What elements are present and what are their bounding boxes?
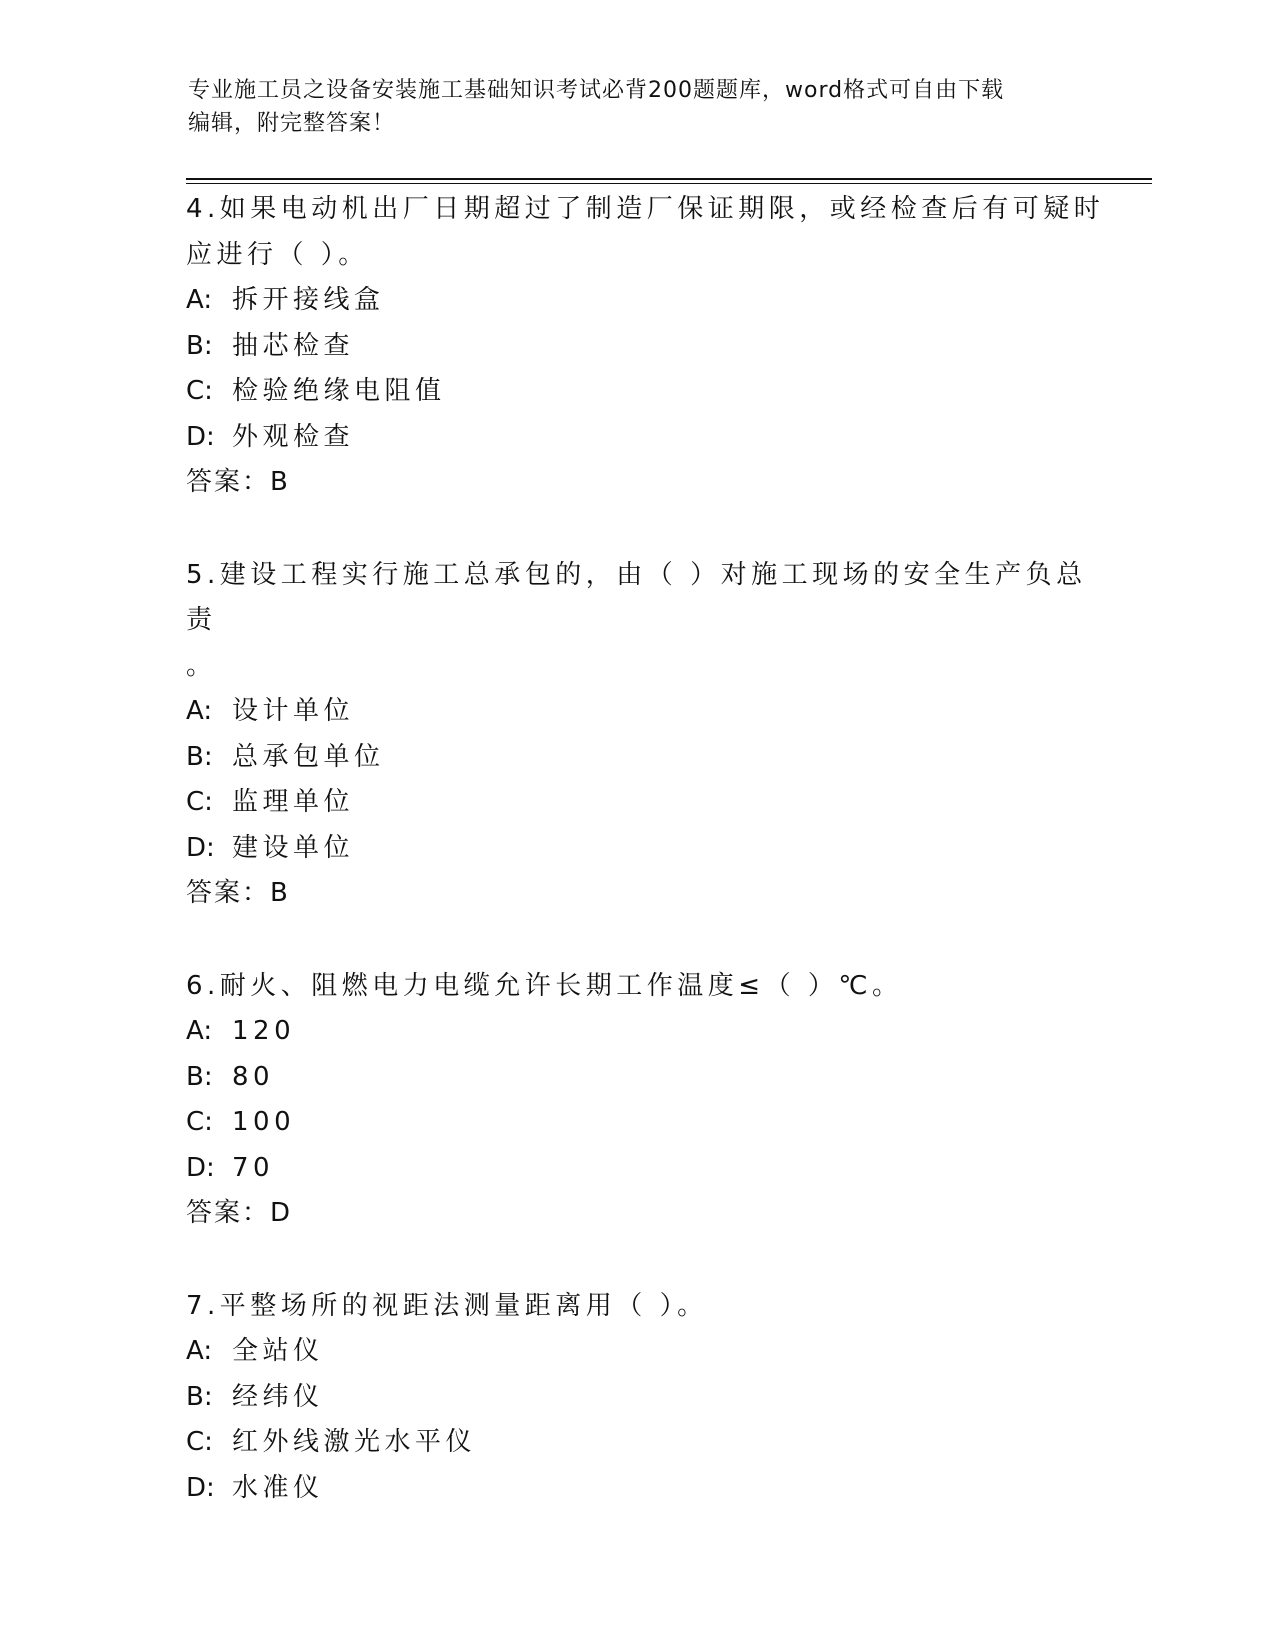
answer-line: 答案：D bbox=[186, 1198, 293, 1228]
option-letter: B: bbox=[186, 741, 213, 772]
question-stem-line: 7.平整场所的视距法测量距离用（ ）。 bbox=[186, 1290, 708, 1321]
option-b bbox=[186, 735, 1106, 781]
option-d bbox=[186, 415, 1106, 461]
option-d bbox=[186, 826, 1106, 872]
option-text: 拆开接线盒 bbox=[232, 285, 385, 315]
option-c bbox=[186, 1420, 1106, 1466]
option-c bbox=[186, 369, 1106, 415]
option-text: 检验绝缘电阻值 bbox=[232, 376, 446, 406]
question-stem-line: 应进行（ ）。 bbox=[186, 239, 369, 270]
option-letter: C: bbox=[186, 787, 213, 817]
option-letter: A: bbox=[186, 285, 213, 315]
option-c bbox=[186, 1100, 1106, 1146]
option-a bbox=[186, 278, 1106, 324]
option-letter: D: bbox=[186, 1152, 215, 1183]
option-letter: A: bbox=[186, 1336, 213, 1366]
question-list bbox=[186, 187, 1106, 1558]
answer-line: 答案：B bbox=[186, 878, 290, 908]
option-text: 全站仪 bbox=[232, 1336, 324, 1366]
option-text: 设计单位 bbox=[232, 696, 355, 726]
option-c bbox=[186, 780, 1106, 826]
question-stem-line: 5.建设工程实行施工总承包的，由（ ）对施工现场的安全生产负总责 bbox=[186, 559, 1087, 635]
option-b bbox=[186, 1375, 1106, 1421]
question-4 bbox=[186, 187, 1106, 506]
option-b bbox=[186, 1055, 1106, 1101]
option-letter: B: bbox=[186, 330, 213, 361]
option-text: 70 bbox=[232, 1152, 275, 1183]
option-text: 外观检查 bbox=[232, 421, 355, 452]
option-a bbox=[186, 689, 1106, 735]
question-7 bbox=[186, 1284, 1106, 1512]
option-text: 经纬仪 bbox=[232, 1381, 324, 1412]
option-letter: D: bbox=[186, 1472, 215, 1503]
option-letter: B: bbox=[186, 1381, 213, 1412]
question-5 bbox=[186, 553, 1106, 917]
option-d bbox=[186, 1146, 1106, 1192]
option-text: 红外线激光水平仪 bbox=[232, 1427, 477, 1457]
document-header bbox=[188, 74, 1088, 140]
option-letter: D: bbox=[186, 421, 215, 452]
question-stem-line: 。 bbox=[186, 650, 217, 681]
question-6 bbox=[186, 964, 1106, 1237]
option-text: 建设单位 bbox=[232, 832, 355, 863]
option-text: 100 bbox=[232, 1107, 296, 1137]
option-letter: A: bbox=[186, 1016, 213, 1046]
question-stem-line: 4.如果电动机出厂日期超过了制造厂保证期限，或经检查后有可疑时 bbox=[186, 194, 1105, 224]
option-letter: D: bbox=[186, 832, 215, 863]
option-b bbox=[186, 324, 1106, 370]
option-letter: C: bbox=[186, 1107, 213, 1137]
option-text: 80 bbox=[232, 1061, 275, 1092]
option-text: 总承包单位 bbox=[232, 741, 385, 772]
header-line-1: 专业施工员之设备安装施工基础知识考试必背200题题库，word格式可自由下载 bbox=[188, 78, 1005, 103]
option-letter: A: bbox=[186, 696, 213, 726]
option-text: 水准仪 bbox=[232, 1472, 324, 1503]
answer-line: 答案：B bbox=[186, 467, 290, 497]
option-d bbox=[186, 1466, 1106, 1512]
header-divider-thick bbox=[186, 178, 1152, 180]
option-text: 抽芯检查 bbox=[232, 330, 355, 361]
option-a bbox=[186, 1329, 1106, 1375]
header-line-2: 编辑，附完整答案！ bbox=[188, 111, 396, 136]
header-divider-thin bbox=[186, 183, 1152, 184]
option-letter: B: bbox=[186, 1061, 213, 1092]
question-stem-line: 6.耐火、阻燃电力电缆允许长期工作温度≤（ ）℃。 bbox=[186, 970, 903, 1001]
option-letter: C: bbox=[186, 1427, 213, 1457]
option-a bbox=[186, 1009, 1106, 1055]
option-text: 监理单位 bbox=[232, 787, 355, 817]
option-text: 120 bbox=[232, 1016, 296, 1046]
option-letter: C: bbox=[186, 376, 213, 406]
